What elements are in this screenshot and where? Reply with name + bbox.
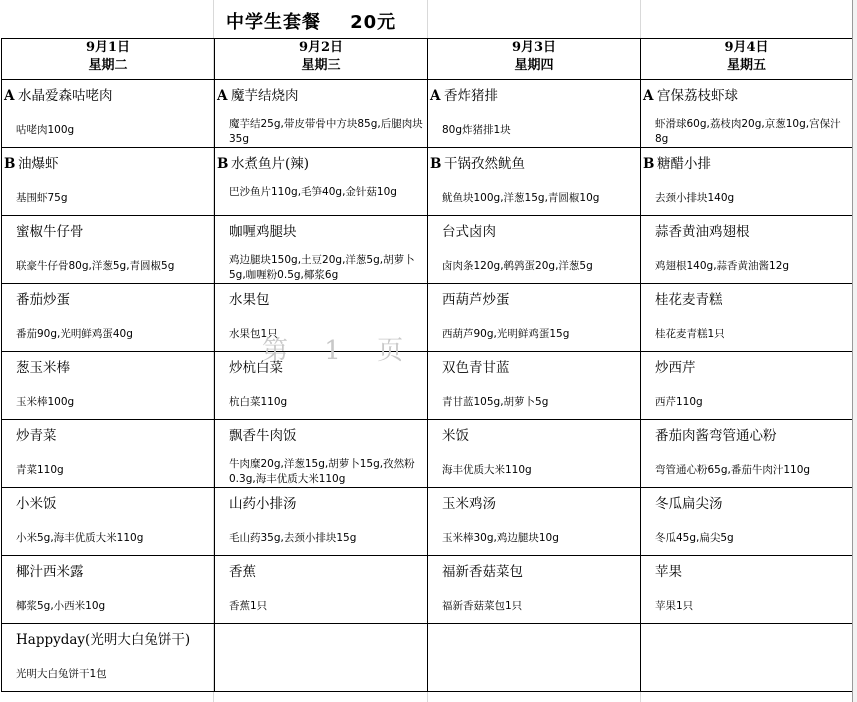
ingredient-text: [641, 658, 852, 661]
dish-row: [2, 420, 853, 455]
ingredient-text: 水果包1只: [229, 328, 278, 340]
dish-label: 桂花麦青糕: [655, 292, 723, 308]
ingredient-text: 80g炸猪排1块: [442, 124, 511, 136]
dish-cell[interactable]: [215, 148, 428, 183]
ingredient-cell[interactable]: [641, 182, 853, 216]
dish-name: [428, 488, 640, 512]
dish-cell[interactable]: [428, 284, 641, 319]
dish-row: [2, 352, 853, 387]
ingredient-text: 海丰优质大米110g: [442, 464, 532, 476]
dish-name: [428, 80, 640, 104]
ingredient-text: 冬瓜45g,扁尖5g: [655, 532, 734, 544]
dish-label: 水煮鱼片(辣): [231, 156, 310, 172]
dish-name: [641, 284, 852, 308]
dish-label: 台式卤肉: [442, 224, 496, 240]
menu-body: [2, 80, 853, 692]
ingredient-cell[interactable]: [215, 114, 428, 148]
ingredient-cell[interactable]: [215, 386, 428, 420]
day-header: [215, 39, 428, 80]
dish-name: [641, 420, 852, 444]
ingredient-cell[interactable]: [2, 250, 215, 284]
ingredient-text: 青菜110g: [16, 464, 64, 476]
ingredient-cell[interactable]: [215, 454, 428, 488]
ingredient-text: 卤肉条120g,鹌鹑蛋20g,洋葱5g: [442, 260, 593, 272]
dish-name: [641, 624, 852, 628]
dish-name: [215, 420, 427, 444]
ingredient-text: 椰浆5g,小西米10g: [16, 600, 106, 612]
dish-label: 玉米鸡汤: [442, 496, 496, 512]
ingredient-cell[interactable]: [641, 318, 853, 352]
ingredient-text: 桂花麦青糕1只: [655, 328, 725, 340]
dish-name: [215, 80, 427, 104]
day-header: [641, 39, 853, 80]
dish-label: 魔芋结烧肉: [231, 88, 299, 104]
dish-row: [2, 556, 853, 591]
dish-name: [2, 148, 214, 172]
sheet-margin: [853, 0, 857, 702]
dish-cell[interactable]: [428, 624, 641, 659]
ingredient-row: [2, 454, 853, 488]
dish-cell[interactable]: [2, 420, 215, 455]
ingredient-cell[interactable]: [2, 522, 215, 556]
dish-label: 蜜椒牛仔骨: [16, 224, 84, 240]
dish-cell[interactable]: [2, 624, 215, 659]
dish-label: 椰汁西米露: [16, 564, 84, 580]
dish-name: [215, 624, 427, 628]
option-tag: A: [430, 88, 441, 104]
ingredient-text: 番茄90g,光明鲜鸡蛋40g: [16, 328, 133, 340]
ingredient-cell[interactable]: [428, 182, 641, 216]
ingredient-text: 弯管通心粉65g,番茄牛肉汁110g: [655, 464, 811, 476]
day-date: 9月4日: [724, 40, 769, 55]
dish-name: [641, 556, 852, 580]
dish-name: [428, 216, 640, 240]
dish-name: [2, 488, 214, 512]
dish-row: [2, 80, 853, 115]
dish-name: [2, 284, 214, 308]
option-tag: B: [217, 156, 229, 172]
ingredient-row: [2, 590, 853, 624]
dish-cell[interactable]: [428, 148, 641, 183]
dish-cell[interactable]: [215, 556, 428, 591]
ingredient-cell[interactable]: [215, 590, 428, 624]
ingredient-text: 香蕉1只: [229, 600, 268, 612]
day-header: [428, 39, 641, 80]
dish-name: [428, 420, 640, 444]
day-header: [2, 39, 215, 80]
day-weekday: 星期三: [301, 58, 341, 73]
ingredient-text: 巴沙鱼片110g,毛笋40g,金针菇10g: [229, 186, 397, 198]
menu-table: [1, 38, 853, 692]
ingredient-cell[interactable]: [2, 182, 215, 216]
ingredient-text: 基围虾75g: [16, 192, 68, 204]
ingredient-row: [2, 250, 853, 284]
dish-cell[interactable]: [215, 420, 428, 455]
dish-cell[interactable]: [2, 488, 215, 523]
dish-cell[interactable]: [2, 80, 215, 115]
ingredient-text: 鱿鱼块100g,洋葱15g,青圆椒10g: [442, 192, 600, 204]
ingredient-text: 西芹110g: [655, 396, 703, 408]
ingredient-cell[interactable]: [641, 250, 853, 284]
dish-cell[interactable]: [428, 420, 641, 455]
ingredient-cell[interactable]: [428, 522, 641, 556]
ingredient-cell[interactable]: [641, 454, 853, 488]
ingredient-text: 虾滑球60g,荔枝肉20g,京葱10g,宫保汁8g: [655, 118, 841, 145]
dish-label: 水果包: [229, 292, 270, 308]
ingredient-text: 青甘蓝105g,胡萝卜5g: [442, 396, 549, 408]
ingredient-cell[interactable]: [215, 658, 428, 692]
dish-label: 糖醋小排: [657, 156, 711, 172]
dish-cell[interactable]: [641, 352, 853, 387]
ingredient-text: 牛肉糜20g,洋葱15g,胡萝卜15g,孜然粉0.3g,海丰优质大米110g: [229, 458, 415, 485]
ingredient-row: [2, 522, 853, 556]
dish-name: [641, 216, 852, 240]
ingredient-cell[interactable]: [428, 386, 641, 420]
dish-row: [2, 488, 853, 523]
ingredient-text: 小米5g,海丰优质大米110g: [16, 532, 144, 544]
dish-cell[interactable]: [215, 488, 428, 523]
ingredient-text: 联豪牛仔骨80g,洋葱5g,青圆椒5g: [16, 260, 175, 272]
dish-cell[interactable]: [641, 80, 853, 115]
ingredient-cell[interactable]: [2, 386, 215, 420]
dish-label: 炒杭白菜: [229, 360, 283, 376]
dish-label: 米饭: [442, 428, 469, 444]
dish-label: 番茄肉酱弯管通心粉: [655, 428, 777, 444]
dish-name: [428, 556, 640, 580]
dish-name: [641, 352, 852, 376]
dish-cell[interactable]: [215, 624, 428, 659]
ingredient-cell[interactable]: [428, 658, 641, 692]
dish-label: 炒西芹: [655, 360, 696, 376]
dish-label: Happyday(光明大白兔饼干): [16, 632, 191, 648]
ingredient-text: 去颈小排块140g: [655, 192, 735, 204]
dish-name: [2, 420, 214, 444]
ingredient-text: 杭白菜110g: [229, 396, 288, 408]
menu-title: 中学生套餐 20元: [226, 12, 397, 33]
dish-name: [428, 284, 640, 308]
ingredient-text: 毛山药35g,去颈小排块15g: [229, 532, 357, 544]
dish-name: [2, 556, 214, 580]
dish-label: 炒青菜: [16, 428, 57, 444]
ingredient-cell[interactable]: [215, 250, 428, 284]
dish-label: 番茄炒蛋: [16, 292, 70, 308]
dish-name: [2, 216, 214, 240]
dish-name: [428, 352, 640, 376]
ingredient-cell[interactable]: [2, 454, 215, 488]
dish-name: [2, 352, 214, 376]
dish-label: 小米饭: [16, 496, 57, 512]
ingredient-text: 玉米棒100g: [16, 396, 75, 408]
dish-cell[interactable]: [428, 80, 641, 115]
ingredient-text: 福新香菇菜包1只: [442, 600, 523, 612]
ingredient-cell[interactable]: [428, 114, 641, 148]
option-tag: B: [643, 156, 655, 172]
dish-name: [428, 148, 640, 172]
dish-cell[interactable]: [215, 216, 428, 251]
dish-label: 西葫芦炒蛋: [442, 292, 510, 308]
dish-label: 苹果: [655, 564, 682, 580]
title-row: [0, 0, 851, 38]
ingredient-cell[interactable]: [2, 658, 215, 692]
dish-cell[interactable]: [641, 488, 853, 523]
ingredient-cell[interactable]: [641, 522, 853, 556]
dish-cell[interactable]: [2, 556, 215, 591]
dish-cell[interactable]: [641, 148, 853, 183]
option-tag: B: [4, 156, 16, 172]
ingredient-cell[interactable]: [428, 590, 641, 624]
dish-label: 香蕉: [229, 564, 256, 580]
dish-row: [2, 216, 853, 251]
dish-label: 宫保荔枝虾球: [657, 88, 738, 104]
dish-cell[interactable]: [428, 216, 641, 251]
dish-cell[interactable]: [428, 556, 641, 591]
dish-cell[interactable]: [428, 352, 641, 387]
dish-name: [2, 624, 214, 648]
dish-row: [2, 284, 853, 319]
dish-cell[interactable]: [641, 420, 853, 455]
dish-label: 葱玉米棒: [16, 360, 70, 376]
ingredient-text: [215, 658, 427, 661]
ingredient-row: [2, 114, 853, 148]
dish-label: 油爆虾: [18, 156, 59, 172]
option-tag: A: [643, 88, 654, 104]
ingredient-cell[interactable]: [641, 590, 853, 624]
dish-name: [641, 148, 852, 172]
option-tag: A: [4, 88, 15, 104]
dish-label: 水晶爱森咕咾肉: [18, 88, 113, 104]
dish-name: [215, 284, 427, 308]
ingredient-row: [2, 318, 853, 352]
ingredient-cell[interactable]: [641, 386, 853, 420]
dish-cell[interactable]: [2, 148, 215, 183]
dish-label: 飘香牛肉饭: [229, 428, 297, 444]
ingredient-text: 魔芋结25g,带皮带骨中方块85g,后腿肉块35g: [229, 118, 423, 145]
dish-name: [215, 148, 427, 172]
ingredient-cell[interactable]: [215, 182, 428, 216]
dish-row: [2, 148, 853, 183]
day-date: 9月3日: [511, 40, 557, 55]
dish-cell[interactable]: [641, 216, 853, 251]
dish-cell[interactable]: [641, 624, 853, 659]
dish-cell[interactable]: [2, 216, 215, 251]
day-date: 9月1日: [85, 40, 131, 55]
ingredient-text: 苹果1只: [655, 600, 694, 612]
day-weekday: 星期四: [514, 58, 554, 73]
dish-cell[interactable]: [215, 80, 428, 115]
ingredient-cell[interactable]: [2, 590, 215, 624]
ingredient-cell[interactable]: [641, 114, 853, 148]
dish-cell[interactable]: [641, 556, 853, 591]
dish-name: [215, 488, 427, 512]
dish-cell[interactable]: [2, 284, 215, 319]
dish-label: 干锅孜然鱿鱼: [444, 156, 525, 172]
ingredient-text: 鸡边腿块150g,土豆20g,洋葱5g,胡萝卜5g,咖喱粉0.5g,椰浆6g: [229, 254, 415, 281]
ingredient-row: [2, 386, 853, 420]
dish-cell[interactable]: [641, 284, 853, 319]
ingredient-text: [428, 658, 640, 661]
ingredient-cell[interactable]: [428, 454, 641, 488]
dish-label: 福新香菇菜包: [442, 564, 523, 580]
ingredient-cell[interactable]: [215, 522, 428, 556]
ingredient-cell[interactable]: [2, 318, 215, 352]
ingredient-text: 西葫芦90g,光明鲜鸡蛋15g: [442, 328, 570, 340]
ingredient-text: 玉米棒30g,鸡边腿块10g: [442, 532, 559, 544]
ingredient-cell[interactable]: [428, 250, 641, 284]
option-tag: A: [217, 88, 228, 104]
ingredient-cell[interactable]: [2, 114, 215, 148]
day-date: 9月2日: [298, 40, 344, 55]
dish-name: [2, 80, 214, 104]
page-watermark: 第 1 页: [262, 336, 418, 366]
option-tag: B: [430, 156, 442, 172]
dish-label: 蒜香黄油鸡翅根: [655, 224, 750, 240]
day-weekday: 星期二: [88, 58, 128, 73]
dish-name: [215, 216, 427, 240]
dish-label: 咖喱鸡腿块: [229, 224, 297, 240]
dish-cell[interactable]: [2, 352, 215, 387]
dish-name: [215, 556, 427, 580]
ingredient-cell[interactable]: [641, 658, 853, 692]
dish-label: 冬瓜扁尖汤: [655, 496, 723, 512]
dish-label: 双色青甘蓝: [442, 360, 510, 376]
dish-cell[interactable]: [215, 284, 428, 319]
ingredient-text: 鸡翅根140g,蒜香黄油酱12g: [655, 260, 790, 272]
ingredient-cell[interactable]: [428, 318, 641, 352]
dish-cell[interactable]: [428, 488, 641, 523]
day-weekday: 星期五: [726, 58, 766, 73]
ingredient-text: 光明大白兔饼干1包: [16, 668, 107, 680]
dish-name: [428, 624, 640, 628]
dish-row: [2, 624, 853, 659]
ingredient-row: [2, 658, 853, 692]
dish-label: 山药小排汤: [229, 496, 297, 512]
dish-label: 香炸猪排: [444, 88, 498, 104]
dish-name: [641, 488, 852, 512]
ingredient-row: [2, 182, 853, 216]
dish-name: [641, 80, 852, 104]
ingredient-text: 咕咾肉100g: [16, 124, 75, 136]
